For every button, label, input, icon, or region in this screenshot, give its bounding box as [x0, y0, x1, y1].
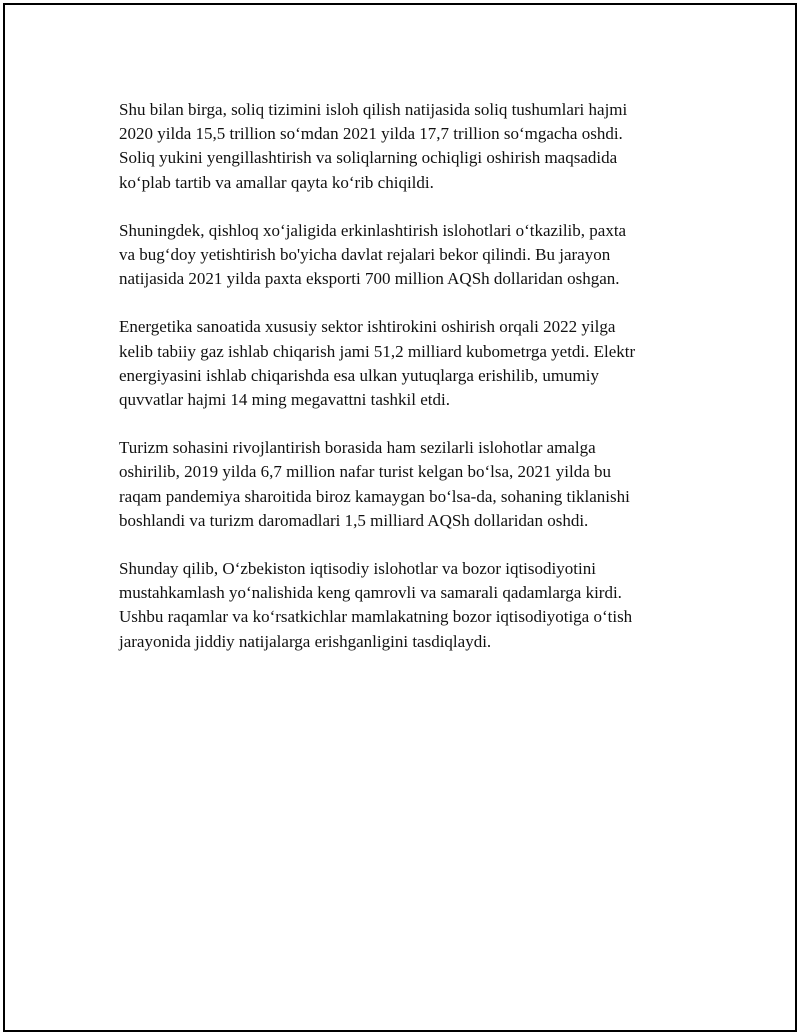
text-line: oshirilib, 2019 yilda 6,7 million nafar turist kelgan bo‘lsa, 2021 yilda bu	[119, 462, 611, 482]
text-line: Shu bilan birga, soliq tizimini isloh qilish natijasida soliq tushumlari hajmi	[119, 100, 628, 119]
text-line: jarayonida jiddiy natijalarga erishganligini tasdiqlaydi.	[119, 631, 492, 651]
text-line: va bug‘doy yetishtirish bo'yicha davlat rejalari bekor qilindi. Bu jarayon	[119, 245, 611, 265]
text-line: energiyasini ishlab chiqarishda esa ulkan yutuqlarga erishilib, umumiy	[119, 365, 599, 385]
text-line: boshlandi va turizm daromadlari 1,5 milliard AQSh dollaridan oshdi.	[119, 510, 589, 530]
text-line: raqam pandemiya sharoitida biroz kamaygan bo‘lsa-da, sohaning tiklanishi	[119, 486, 630, 506]
text-line: Turizm sohasini rivojlantirish borasida ham sezilarli islohotlar amalga	[119, 438, 596, 458]
text-line: ko‘plab tartib va amallar qayta ko‘rib chiqildi.	[119, 172, 434, 192]
paragraph-energy	[119, 315, 699, 412]
document-body	[119, 98, 699, 678]
paragraph-tourism	[119, 436, 699, 533]
paragraph-conclusion	[119, 557, 699, 654]
document-page	[3, 3, 797, 1032]
text-line: Soliq yukini yengillashtirish va soliqlarning ochiqligi oshirish maqsadida	[119, 148, 618, 168]
text-line: quvvatlar hajmi 14 ming megavattni tashkil etdi.	[119, 390, 450, 410]
paragraph-agriculture	[119, 219, 699, 292]
text-line: Energetika sanoatida xususiy sektor ishtirokini oshirish orqali 2022 yilga	[119, 317, 616, 337]
text-line: natijasida 2021 yilda paxta eksporti 700 million AQSh dollaridan oshgan.	[119, 269, 620, 289]
text-line: Shuningdek, qishloq xo‘jaligida erkinlashtirish islohotlari o‘tkazilib, paxta	[119, 220, 627, 240]
text-line: 2020 yilda 15,5 trillion so‘mdan 2021 yilda 17,7 trillion so‘mgacha oshdi.	[119, 124, 623, 144]
text-line: mustahkamlash yo‘nalishida keng qamrovli va samarali qadamlarga kirdi.	[119, 583, 622, 603]
text-line: Ushbu raqamlar va ko‘rsatkichlar mamlakatning bozor iqtisodiyotiga o‘tish	[119, 607, 633, 627]
paragraph-tax-reform	[119, 98, 699, 195]
text-line: kelib tabiiy gaz ishlab chiqarish jami 51,2 milliard kubometrga yetdi. Elektr	[119, 341, 636, 361]
text-line: Shunday qilib, O‘zbekiston iqtisodiy islohotlar va bozor iqtisodiyotini	[119, 559, 596, 579]
